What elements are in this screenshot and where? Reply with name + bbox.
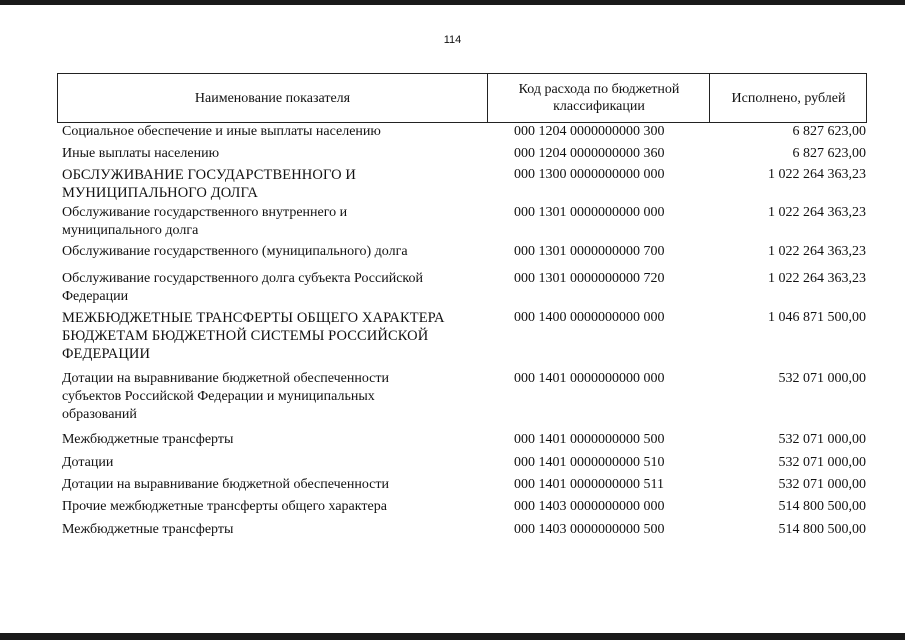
row-name: Дотации на выравнивание бюджетной обеспеченности субъектов Российской Федерации и муниципальных образований: [62, 371, 389, 422]
row-name: Обслуживание государственного внутреннего и муниципального долга: [62, 205, 348, 238]
scan-edge-bottom: [0, 633, 905, 640]
row-amount: 532 071 000,00: [778, 432, 866, 447]
row-amount: 1 022 264 363,23: [768, 271, 866, 286]
row-amount: 532 071 000,00: [778, 371, 866, 386]
row-name: Обслуживание государственного (муниципального) долга: [62, 244, 408, 259]
row-code: 000 1204 0000000000 300: [514, 124, 665, 139]
row-amount: 1 046 871 500,00: [768, 310, 866, 325]
row-code: 000 1401 0000000000 510: [514, 455, 665, 470]
row-code: 000 1401 0000000000 511: [514, 477, 664, 492]
row-name: МЕЖБЮДЖЕТНЫЕ ТРАНСФЕРТЫ ОБЩЕГО ХАРАКТЕРА БЮДЖЕТАМ БЮДЖЕТНОЙ СИСТЕМЫ РОССИЙСКОЙ ФЕДЕРАЦИИ: [62, 310, 445, 362]
row-code: 000 1301 0000000000 720: [514, 271, 665, 286]
row-amount: 6 827 623,00: [792, 124, 866, 139]
row-amount: 532 071 000,00: [778, 477, 866, 492]
scan-edge-top: [0, 0, 905, 5]
row-name: Дотации: [62, 455, 114, 470]
row-amount: 1 022 264 363,23: [768, 205, 866, 220]
row-amount: 514 800 500,00: [778, 499, 866, 514]
row-name: Межбюджетные трансферты: [62, 522, 234, 537]
row-amount: 532 071 000,00: [778, 455, 866, 470]
row-code: 000 1204 0000000000 360: [514, 146, 665, 161]
row-name: ОБСЛУЖИВАНИЕ ГОСУДАРСТВЕННОГО И МУНИЦИПАЛЬНОГО ДОЛГА: [62, 167, 356, 201]
row-code: 000 1301 0000000000 700: [514, 244, 665, 259]
row-code: 000 1401 0000000000 000: [514, 371, 665, 386]
page-number: 114: [443, 34, 462, 46]
row-code: 000 1403 0000000000 500: [514, 522, 665, 537]
row-name: Дотации на выравнивание бюджетной обеспеченности: [62, 477, 389, 492]
row-amount: 1 022 264 363,23: [768, 167, 866, 182]
row-name: Прочие межбюджетные трансферты общего характера: [62, 499, 387, 514]
row-amount: 6 827 623,00: [792, 146, 866, 161]
row-code: 000 1403 0000000000 000: [514, 499, 665, 514]
row-name: Межбюджетные трансферты: [62, 432, 234, 447]
table-header: [57, 73, 867, 123]
row-name: Обслуживание государственного долга субъекта Российской Федерации: [62, 271, 423, 304]
header-name: Наименование показателя: [194, 90, 351, 106]
header-amount: Исполнено, рублей: [709, 74, 867, 122]
row-code: 000 1300 0000000000 000: [514, 167, 665, 182]
row-code: 000 1400 0000000000 000: [514, 310, 665, 325]
row-amount: 514 800 500,00: [778, 522, 866, 537]
row-name: Иные выплаты населению: [62, 146, 220, 161]
header-code: Код расхода по бюджетной классификации: [487, 74, 710, 122]
row-code: 000 1301 0000000000 000: [514, 205, 665, 220]
row-name: Социальное обеспечение и иные выплаты населению: [62, 124, 381, 139]
row-code: 000 1401 0000000000 500: [514, 432, 665, 447]
row-amount: 1 022 264 363,23: [768, 244, 866, 259]
